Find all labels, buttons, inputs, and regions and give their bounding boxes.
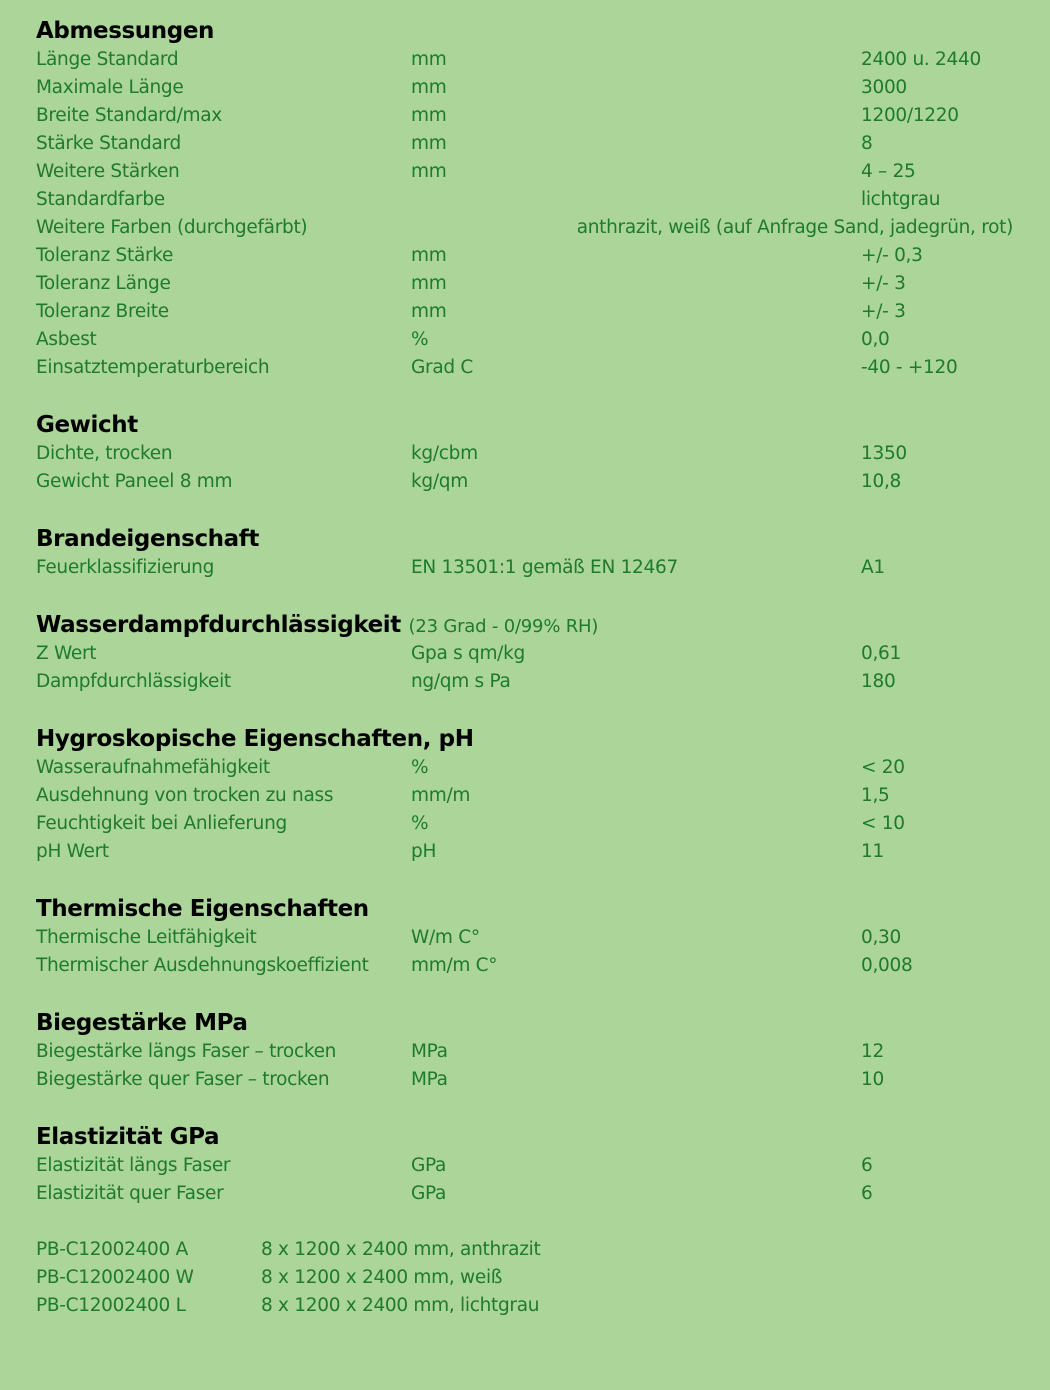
section-thermische-eigenschaften (36, 894, 1026, 980)
spec-label: Biegestärke längs Faser – trocken (36, 1041, 337, 1062)
spec-value: 4 – 25 (861, 161, 916, 182)
product-row (36, 1236, 1026, 1264)
spec-unit: MPa (411, 1069, 448, 1090)
section-title: Biegestärke MPa (36, 1010, 248, 1036)
spec-row (36, 130, 1026, 158)
section-elastizitaet-gpa (36, 1122, 1026, 1208)
spec-row (36, 214, 1026, 242)
spec-sheet (36, 16, 1026, 1320)
spec-value: 3000 (861, 77, 907, 98)
section-title: Wasserdampfdurchlässigkeit (36, 612, 401, 638)
spec-label: Toleranz Breite (36, 301, 169, 322)
spec-unit: mm (411, 49, 447, 70)
spec-row (36, 158, 1026, 186)
product-code: PB-C12002400 A (36, 1239, 188, 1260)
spec-label: Toleranz Länge (36, 273, 171, 294)
spec-value: 0,008 (861, 955, 913, 976)
spec-unit: kg/qm (411, 471, 468, 492)
spec-value: 0,0 (861, 329, 890, 350)
spec-row (36, 924, 1026, 952)
spec-row (36, 46, 1026, 74)
spec-value: < 20 (861, 757, 905, 778)
spec-value: anthrazit, weiß (auf Anfrage Sand, jadegrün, rot) (576, 217, 1013, 238)
spec-value: 8 (861, 133, 873, 154)
section-heading (36, 16, 1026, 46)
spec-label: Elastizität längs Faser (36, 1155, 231, 1176)
spec-unit: % (411, 329, 429, 350)
spec-value: 6 (861, 1183, 873, 1204)
spec-row (36, 186, 1026, 214)
spec-value: < 10 (861, 813, 905, 834)
spec-unit: MPa (411, 1041, 448, 1062)
spec-value: 11 (861, 841, 884, 862)
section-heading (36, 410, 1026, 440)
section-biegestaerke-mpa (36, 1008, 1026, 1094)
section-heading (36, 610, 1026, 640)
spec-value: +/- 0,3 (861, 245, 923, 266)
spec-unit: mm/m (411, 785, 471, 806)
spec-label: Ausdehnung von trocken zu nass (36, 785, 334, 806)
product-code: PB-C12002400 L (36, 1295, 186, 1316)
section-gewicht (36, 410, 1026, 496)
spec-row (36, 810, 1026, 838)
section-title: Abmessungen (36, 18, 214, 44)
spec-label: Einsatztemperaturbereich (36, 357, 270, 378)
spec-label: Biegestärke quer Faser – trocken (36, 1069, 330, 1090)
spec-value: 180 (861, 671, 896, 692)
spec-label: Z Wert (36, 643, 97, 664)
spec-row (36, 270, 1026, 298)
spec-unit: mm (411, 77, 447, 98)
section-brandeigenschaft (36, 524, 1026, 582)
spec-value: 2400 u. 2440 (861, 49, 981, 70)
section-title-suffix: (23 Grad - 0/99% RH) (408, 616, 599, 637)
spec-label: Gewicht Paneel 8 mm (36, 471, 233, 492)
spec-label: Elastizität quer Faser (36, 1183, 224, 1204)
spec-row (36, 74, 1026, 102)
spec-value: 10,8 (861, 471, 901, 492)
section-wasserdampfdurchlaessigkeit (36, 610, 1026, 696)
spec-label: Stärke Standard (36, 133, 181, 154)
spec-row (36, 640, 1026, 668)
spec-label: Thermische Leitfähigkeit (36, 927, 257, 948)
product-list (36, 1236, 1026, 1320)
section-heading (36, 524, 1026, 554)
spec-unit: Gpa s qm/kg (411, 643, 525, 664)
spec-row (36, 468, 1026, 496)
spec-value: 10 (861, 1069, 884, 1090)
section-title: Hygroskopische Eigenschaften, pH (36, 726, 474, 752)
spec-label: Breite Standard/max (36, 105, 222, 126)
product-row (36, 1264, 1026, 1292)
product-code: PB-C12002400 W (36, 1267, 194, 1288)
section-hygroskopische-eigenschaften-ph (36, 724, 1026, 866)
spec-value: 1,5 (861, 785, 890, 806)
spec-label: Thermischer Ausdehnungskoeffizient (36, 955, 369, 976)
spec-row (36, 102, 1026, 130)
spec-label: Toleranz Stärke (36, 245, 174, 266)
spec-row (36, 440, 1026, 468)
spec-label: Wasseraufnahmefähigkeit (36, 757, 270, 778)
product-description: 8 x 1200 x 2400 mm, lichtgrau (261, 1295, 540, 1316)
spec-value: lichtgrau (861, 189, 941, 210)
spec-row (36, 838, 1026, 866)
spec-value: 0,30 (861, 927, 901, 948)
spec-row (36, 326, 1026, 354)
spec-label: Dichte, trocken (36, 443, 173, 464)
spec-row (36, 1152, 1026, 1180)
product-description: 8 x 1200 x 2400 mm, anthrazit (261, 1239, 541, 1260)
spec-unit: W/m C° (411, 927, 480, 948)
spec-label: Maximale Länge (36, 77, 184, 98)
spec-value: 6 (861, 1155, 873, 1176)
spec-label: Dampfdurchlässigkeit (36, 671, 231, 692)
spec-unit: ng/qm s Pa (411, 671, 511, 692)
spec-value: +/- 3 (861, 273, 906, 294)
spec-row (36, 1180, 1026, 1208)
section-heading (36, 894, 1026, 924)
section-title: Thermische Eigenschaften (36, 896, 369, 922)
spec-row (36, 1038, 1026, 1066)
spec-label: Feuchtigkeit bei Anlieferung (36, 813, 287, 834)
section-heading (36, 724, 1026, 754)
spec-unit: % (411, 813, 429, 834)
spec-unit: mm (411, 273, 447, 294)
section-heading (36, 1008, 1026, 1038)
spec-label: Weitere Stärken (36, 161, 180, 182)
spec-value: -40 - +120 (861, 357, 958, 378)
spec-unit: mm (411, 133, 447, 154)
spec-unit: % (411, 757, 429, 778)
spec-row (36, 298, 1026, 326)
spec-value: A1 (861, 557, 885, 578)
spec-unit: mm (411, 105, 447, 126)
spec-row (36, 554, 1026, 582)
spec-unit: mm (411, 301, 447, 322)
spec-unit: pH (411, 841, 437, 862)
spec-row (36, 1066, 1026, 1094)
spec-label: pH Wert (36, 841, 109, 862)
spec-sections (36, 16, 1026, 1208)
spec-value: 1350 (861, 443, 907, 464)
spec-row (36, 754, 1026, 782)
product-description: 8 x 1200 x 2400 mm, weiß (261, 1267, 503, 1288)
spec-unit: GPa (411, 1155, 447, 1176)
spec-unit: Grad C (411, 357, 474, 378)
spec-value: 12 (861, 1041, 884, 1062)
spec-row (36, 952, 1026, 980)
spec-row (36, 782, 1026, 810)
spec-unit: GPa (411, 1183, 447, 1204)
spec-label: Asbest (36, 329, 97, 350)
section-abmessungen (36, 16, 1026, 382)
product-row (36, 1292, 1026, 1320)
spec-unit: mm (411, 161, 447, 182)
spec-label: Feuerklassifizierung (36, 557, 215, 578)
spec-label: Weitere Farben (durchgefärbt) (36, 217, 308, 238)
spec-unit: mm/m C° (411, 955, 498, 976)
spec-value: 1200/1220 (861, 105, 959, 126)
section-title: Brandeigenschaft (36, 526, 259, 552)
spec-unit: EN 13501:1 gemäß EN 12467 (411, 557, 678, 578)
section-title: Gewicht (36, 412, 138, 438)
section-title: Elastizität GPa (36, 1124, 220, 1150)
spec-label: Länge Standard (36, 49, 179, 70)
spec-row (36, 668, 1026, 696)
spec-row (36, 242, 1026, 270)
spec-unit: mm (411, 245, 447, 266)
spec-label: Standardfarbe (36, 189, 165, 210)
spec-value: 0,61 (861, 643, 901, 664)
spec-value: +/- 3 (861, 301, 906, 322)
spec-row (36, 354, 1026, 382)
section-heading (36, 1122, 1026, 1152)
spec-unit: kg/cbm (411, 443, 478, 464)
